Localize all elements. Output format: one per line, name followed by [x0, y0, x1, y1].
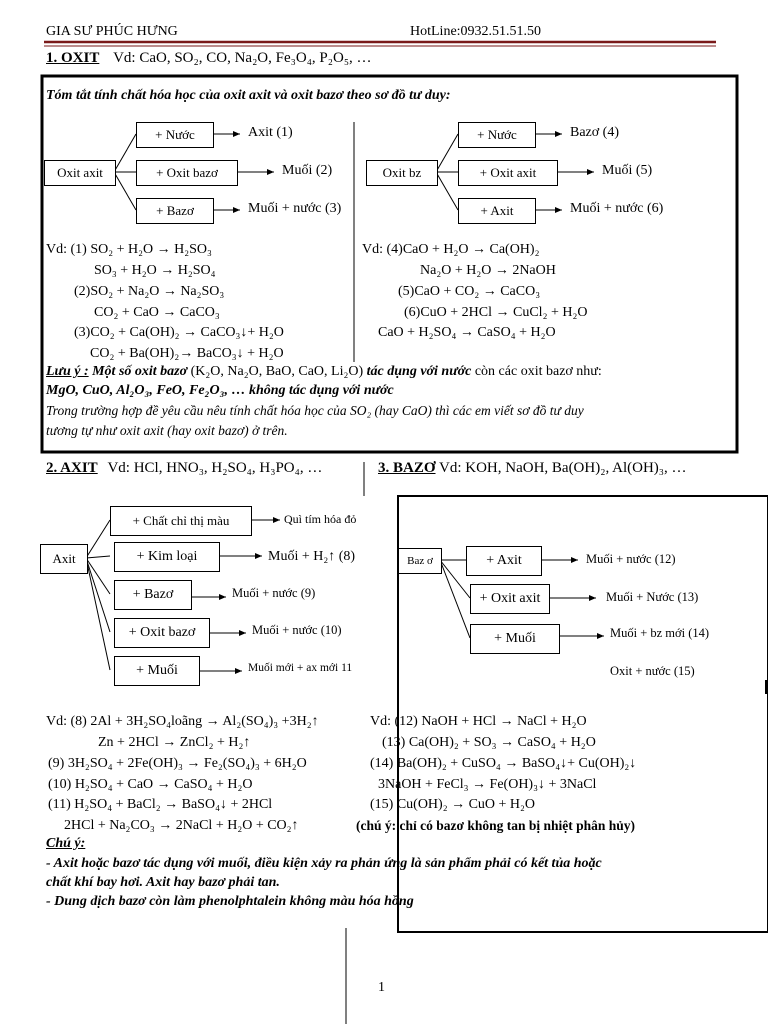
- section2-heading: [46, 460, 322, 477]
- page-number: 1: [378, 980, 385, 995]
- equation-6: (6)CuO + 2HCl → CuCl₂ + H₂O: [404, 305, 588, 320]
- base-oxide-branch-acid: + Axit: [458, 198, 536, 224]
- section2-title: 2. AXIT: [46, 460, 98, 476]
- acid-branch-indicator: + Chất chỉ thị màu: [110, 506, 252, 536]
- notes-line3: - Dung dịch bazơ còn làm phenolphtalein không màu hóa hồng: [46, 894, 414, 909]
- base-branch-acid: + Axit: [466, 546, 542, 576]
- acid-result-indicator: Quì tím hóa đỏ: [284, 512, 357, 526]
- base-oxide-branch-acid-oxide: + Oxit axit: [458, 160, 558, 186]
- base-oxide-result-5: Muối (5): [602, 163, 653, 178]
- equation-15-note: (chú ý: chỉ có bazơ không tan bị nhiệt phân hủy): [356, 818, 636, 833]
- acid-result-9: Muối + nước (9): [232, 586, 316, 600]
- equation-2b: CO₂ + CaO → CaCO₃: [94, 305, 220, 320]
- oxide-note-line2: MgO, CuO, Al₂O₃, FeO, Fe₂O₃, … không tác dụng với nước: [46, 383, 394, 398]
- base-root: Baz ơ: [398, 548, 442, 574]
- equation-11: (11) H₂SO₄ + BaCl₂ → BaSO₄↓ + 2HCl: [48, 797, 273, 812]
- equation-10: (10) H₂SO₄ + CaO → CaSO₄ + H₂O: [48, 777, 253, 792]
- equation-3: (3)CO₂ + Ca(OH)₂ → CaCO₃↓+ H₂O: [74, 325, 284, 340]
- header-left: GIA SƯ PHÚC HƯNG: [46, 24, 178, 39]
- oxide-note-line1: [46, 364, 602, 380]
- equation-14b: 3NaOH + FeCl₃ → Fe(OH)₃↓ + 3NaCl: [378, 777, 597, 792]
- equation-2: (2)SO₂ + Na₂O → Na₂SO₃: [74, 284, 225, 299]
- equation-1b: SO₃ + H₂O → H₂SO₄: [94, 263, 216, 278]
- note-list: (K₂O, Na₂O, BaO, CaO, Li₂O): [190, 364, 364, 379]
- acid-result-10: Muối + nước (10): [252, 623, 342, 637]
- equation-12: Vd: (12) NaOH + HCl → NaCl + H₂O: [370, 714, 587, 729]
- base-result-15: Oxit + nước (15): [610, 664, 695, 678]
- section1-title: 1. OXIT: [46, 50, 100, 66]
- base-oxide-root: Oxit bz: [366, 160, 438, 186]
- acid-oxide-branch-base-oxide: + Oxit bazơ: [136, 160, 238, 186]
- section2-examples: Vd: HCl, HNO₃, H₂SO₄, H₃PO₄, …: [107, 460, 323, 476]
- base-result-13: Muối + Nước (13): [606, 590, 699, 604]
- oxide-note-line4: tương tự như oxit axit (hay oxit bazơ) ở trên.: [46, 423, 288, 438]
- section1-heading: [46, 50, 372, 67]
- note-mid: tác dụng với nước: [366, 364, 472, 379]
- acid-branch-salt: + Muối: [114, 656, 200, 686]
- acid-branch-base-oxide: + Oxit bazơ: [114, 618, 210, 648]
- equation-1: Vd: (1) SO₂ + H₂O → H₂SO₃: [46, 242, 212, 257]
- header-hotline: HotLine:0932.51.51.50: [410, 24, 542, 39]
- equation-8: Vd: (8) 2Al + 3H₂SO₄loãng → Al₂(SO₄)₃ +3H₂↑: [46, 714, 319, 729]
- section1-examples: Vd: CaO, SO₂, CO, Na₂O, Fe₃O₄, P₂O₅, …: [113, 50, 372, 66]
- equation-15: (15) Cu(OH)₂ → CuO + H₂O: [370, 797, 536, 812]
- equation-9: (9) 3H₂SO₄ + 2Fe(OH)₃ → Fe₂(SO₄)₃ + 6H₂O: [48, 756, 307, 771]
- section3-title: 3. BAZƠ: [378, 460, 436, 476]
- notes-line2: chất khí bay hơi. Axit hay bazơ phải tan.: [46, 875, 280, 890]
- base-branch-salt: + Muối: [470, 624, 560, 654]
- note-end: còn các oxit bazơ như:: [474, 364, 602, 379]
- equation-4: Vd: (4)CaO + H₂O → Ca(OH)₂: [362, 242, 540, 257]
- acid-oxide-branch-base: + Bazơ: [136, 198, 214, 224]
- acid-oxide-result-2: Muối (2): [282, 163, 333, 178]
- acid-branch-metal: + Kim loại: [114, 542, 220, 572]
- base-oxide-result-4: Bazơ (4): [570, 125, 619, 140]
- oxide-note-line3: Trong trường hợp đề yêu cầu nêu tính chất hóa học của SO₂ (hay CaO) thì các em viết sơ đồ tư duy: [46, 403, 584, 418]
- acid-oxide-branch-water: + Nước: [136, 122, 214, 148]
- equation-8b: Zn + 2HCl → ZnCl₂ + H₂↑: [98, 735, 251, 750]
- equation-5: (5)CaO + CO₂ → CaCO₃: [398, 284, 541, 299]
- acid-result-8: Muối + H₂↑ (8): [268, 549, 356, 564]
- note-bold: Một số oxit bazơ: [92, 364, 188, 379]
- note-label: Lưu ý :: [46, 364, 89, 379]
- acid-oxide-result-1: Axit (1): [248, 125, 293, 140]
- base-result-12: Muối + nước (12): [586, 552, 676, 566]
- equation-14: (14) Ba(OH)₂ + CuSO₄ → BaSO₄↓+ Cu(OH)₂↓: [370, 756, 637, 771]
- acid-root: Axit: [40, 544, 88, 574]
- base-result-14: Muối + bz mới (14): [610, 626, 710, 640]
- notes-line1: - Axit hoặc bazơ tác dụng với muối, điều kiện xảy ra phản ứng là sản phẩm phải có kết tủa hoặc: [46, 856, 602, 871]
- acid-oxide-root: Oxit axit: [44, 160, 116, 186]
- acid-branch-base: + Bazơ: [114, 580, 192, 610]
- base-oxide-branch-water: + Nước: [458, 122, 536, 148]
- base-branch-acid-oxide: + Oxit axit: [470, 584, 550, 614]
- section1-summary: Tóm tắt tính chất hóa học của oxit axit và oxit bazơ theo sơ đồ tư duy:: [46, 88, 451, 103]
- equation-4b: Na₂O + H₂O → 2NaOH: [420, 263, 556, 278]
- base-oxide-result-6: Muối + nước (6): [570, 201, 664, 216]
- section3-heading: [378, 460, 687, 477]
- notes-label: Chú ý:: [46, 836, 86, 851]
- equation-11b: 2HCl + Na₂CO₃ → 2NaCl + H₂O + CO₂↑: [64, 818, 299, 833]
- equation-3b: CO₂ + Ba(OH)₂→ BaCO₃↓ + H₂O: [90, 346, 284, 361]
- section3-examples: Vd: KOH, NaOH, Ba(OH)₂, Al(OH)₃, …: [439, 460, 687, 476]
- equation-6b: CaO + H₂SO₄ → CaSO₄ + H₂O: [378, 325, 556, 340]
- acid-oxide-result-3: Muối + nước (3): [248, 201, 342, 216]
- equation-13: (13) Ca(OH)₂ + SO₃ → CaSO₄ + H₂O: [382, 735, 596, 750]
- acid-result-11: Muối mới + ax mới 11: [248, 662, 353, 674]
